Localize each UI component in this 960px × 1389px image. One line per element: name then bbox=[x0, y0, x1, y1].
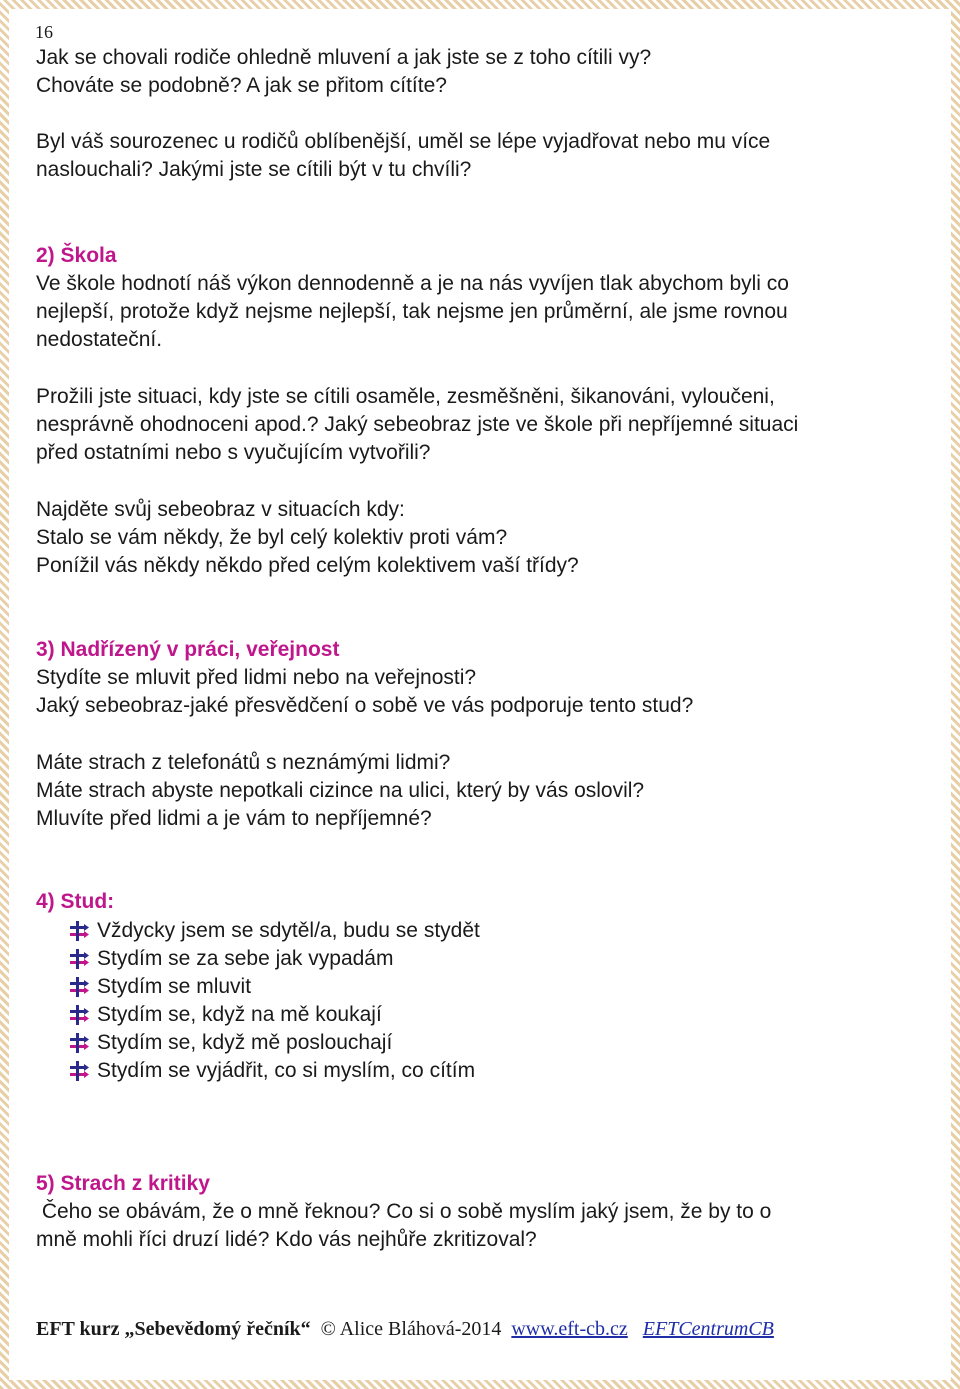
stud-item-text: Stydím se, když mě poslouchají bbox=[97, 1031, 393, 1054]
stud-item-text: Stydím se za sebe jak vypadám bbox=[97, 947, 394, 970]
skola-heading: 2) Škola bbox=[36, 244, 117, 267]
nadrizeny-line-4: Máte strach abyste nepotkali cizince na ulici, který by vás oslovil? bbox=[36, 779, 645, 802]
skola-paragraph-3-line-2: Stalo se vám někdy, že byl celý kolektiv proti vám? bbox=[36, 526, 508, 549]
footer-facebook-link[interactable]: EFTCentrumCB bbox=[642, 1318, 774, 1340]
kritika-section bbox=[36, 1170, 931, 1254]
double-arrow-bullet-icon bbox=[68, 1060, 90, 1082]
stud-item-text: Stydím se mluvit bbox=[97, 975, 252, 998]
intro-question-1-line-1: Jak se chovali rodiče ohledně mluvení a jak jste se z toho cítili vy? bbox=[36, 46, 652, 69]
nadrizeny-heading: 3) Nadřízený v práci, veřejnost bbox=[36, 638, 340, 661]
double-arrow-bullet-icon bbox=[68, 1004, 90, 1026]
double-arrow-bullet-icon bbox=[68, 948, 90, 970]
skola-paragraph-1-line-2: nejlepší, protože když nejsme nejlepší, tak nejsme jen průměrní, ale jsme rovnou bbox=[36, 300, 788, 323]
kritika-heading: 5) Strach z kritiky bbox=[36, 1172, 210, 1195]
skola-section bbox=[36, 242, 931, 580]
intro-question-2-line-2: naslouchali? Jakými jste se cítili být v tu chvíli? bbox=[36, 158, 472, 181]
kritika-line-2: mně mohli říci druzí lidé? Kdo vás nejhůře zkritizoval? bbox=[36, 1228, 537, 1251]
skola-paragraph-1-line-3: nedostateční. bbox=[36, 328, 163, 351]
nadrizeny-line-2: Jaký sebeobraz-jaké přesvědčení o sobě ve vás podporuje tento stud? bbox=[36, 694, 694, 717]
nadrizeny-line-1: Stydíte se mluvit před lidmi nebo na veřejnosti? bbox=[36, 666, 477, 689]
kritika-line-1: Čeho se obávám, že o mně řeknou? Co si o sobě myslím jaký jsem, že by to o bbox=[36, 1200, 772, 1223]
page-footer bbox=[36, 1318, 774, 1341]
stud-heading: 4) Stud: bbox=[36, 890, 115, 913]
intro-section bbox=[36, 44, 931, 184]
intro-question-1-line-2: Chováte se podobně? A jak se přitom cítíte? bbox=[36, 74, 447, 97]
nadrizeny-section bbox=[36, 636, 931, 833]
skola-paragraph-2-line-2: nesprávně ohodnoceni apod.? Jaký sebeobraz jste ve škole při nepříjemné situaci bbox=[36, 413, 799, 436]
stud-item-text: Stydím se vyjádřit, co si myslím, co cítím bbox=[97, 1059, 476, 1082]
intro-question-2-line-1: Byl váš sourozenec u rodičů oblíbenější, uměl se lépe vyjadřovat nebo mu více bbox=[36, 130, 771, 153]
stud-item-text: Stydím se, když na mě koukají bbox=[97, 1003, 382, 1026]
double-arrow-bullet-icon bbox=[68, 1032, 90, 1054]
skola-paragraph-3-line-3: Ponížil vás někdy někdo před celým kolektivem vaší třídy? bbox=[36, 554, 579, 577]
double-arrow-bullet-icon bbox=[68, 920, 90, 942]
page-number: 16 bbox=[35, 22, 53, 42]
skola-paragraph-2-line-1: Prožili jste situaci, kdy jste se cítili osaměle, zesměšněni, šikanováni, vyloučeni, bbox=[36, 385, 775, 408]
skola-paragraph-3-line-1: Najděte svůj sebeobraz v situacích kdy: bbox=[36, 498, 405, 521]
footer-website-link[interactable]: www.eft-cb.cz bbox=[511, 1318, 628, 1340]
nadrizeny-line-3: Máte strach z telefonátů s neznámými lidmi? bbox=[36, 751, 451, 774]
stud-item-text: Vždycky jsem se sdytěl/a, budu se stydět bbox=[97, 919, 480, 942]
footer-course-title: EFT kurz „Sebevědomý řečník“ bbox=[36, 1318, 311, 1340]
skola-paragraph-2-line-3: před ostatními nebo s vyučujícím vytvořili? bbox=[36, 441, 431, 464]
stud-section bbox=[36, 888, 931, 916]
skola-paragraph-1-line-1: Ve škole hodnotí náš výkon dennodenně a je na nás vyvíjen tlak abychom byli co bbox=[36, 272, 789, 295]
nadrizeny-line-5: Mluvíte před lidmi a je vám to nepříjemné? bbox=[36, 807, 432, 830]
double-arrow-bullet-icon bbox=[68, 976, 90, 998]
footer-copyright: © Alice Bláhová-2014 bbox=[315, 1318, 507, 1340]
